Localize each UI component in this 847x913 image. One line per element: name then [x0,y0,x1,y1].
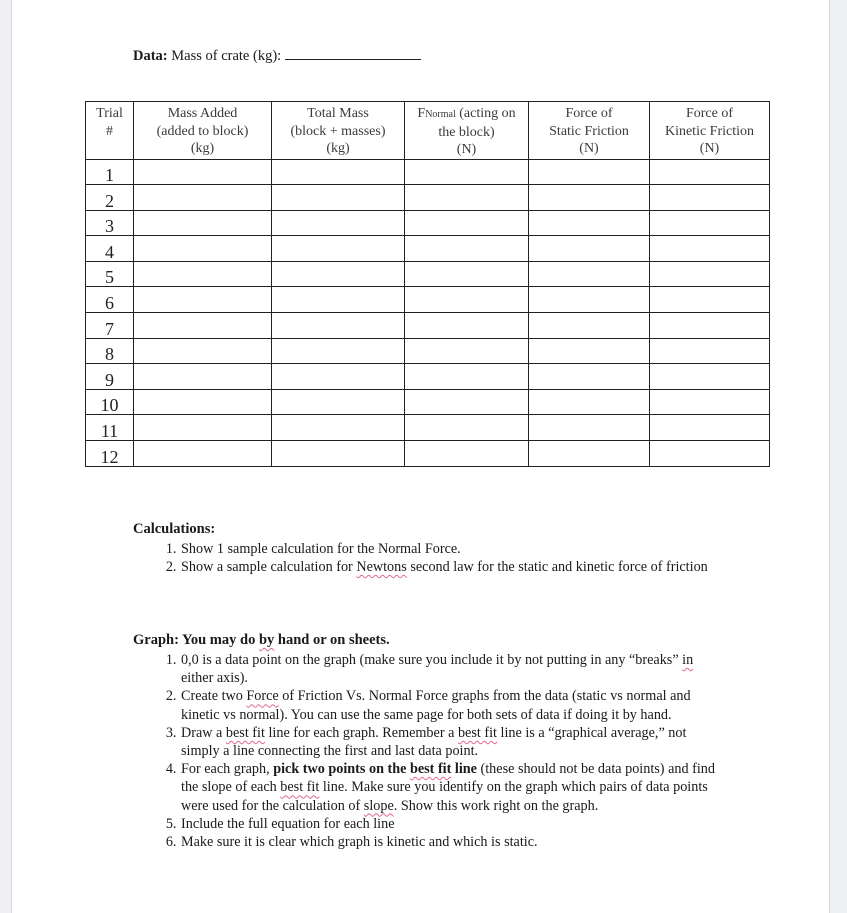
table-cell[interactable] [529,313,650,339]
table-cell[interactable] [529,210,650,236]
list-item: 4. For each graph, pick two points on the best fit line (these should not be data points) and find the slope of each best fit line. Make sure you identify on the graph which pairs of data points were used for the calculation of slope. Show this work right on the graph. [180,760,720,815]
table-row [86,236,770,262]
table-row [86,364,770,390]
table-cell[interactable] [529,389,650,415]
graph-section [133,632,720,851]
table-cell[interactable] [272,210,405,236]
document-page [11,0,830,913]
trial-number: 9 [86,364,134,390]
table-cell[interactable] [405,236,529,262]
col-header-kinetic-friction: Force of Kinetic Friction (N) [650,102,770,160]
list-item: 5. Include the full equation for each line [180,815,720,833]
crate-mass-prompt: Mass of crate (kg): [171,48,282,64]
table-cell[interactable] [272,338,405,364]
table-cell[interactable] [134,415,272,441]
calculations-list [133,540,720,576]
list-item: 1. 0,0 is a data point on the graph (make sure you include it by not putting in any “breaks” in either axis). [180,651,720,687]
table-cell[interactable] [134,338,272,364]
table-cell[interactable] [650,364,770,390]
table-cell[interactable] [405,364,529,390]
table-cell[interactable] [272,389,405,415]
table-cell[interactable] [405,185,529,211]
table-cell[interactable] [529,236,650,262]
table-row [86,159,770,185]
trial-number: 6 [86,287,134,313]
table-cell[interactable] [134,389,272,415]
table-cell[interactable] [272,185,405,211]
table-cell[interactable] [650,185,770,211]
calculations-section [133,521,720,576]
data-table [85,101,770,467]
table-cell[interactable] [529,441,650,467]
table-cell[interactable] [405,261,529,287]
col-header-trial: Trial # [86,102,134,160]
table-cell[interactable] [272,159,405,185]
graph-heading: Graph: You may do by hand or on sheets. [133,632,390,648]
crate-mass-blank[interactable] [285,47,421,60]
table-cell[interactable] [650,236,770,262]
table-cell[interactable] [529,185,650,211]
table-cell[interactable] [134,159,272,185]
table-cell[interactable] [134,313,272,339]
table-cell[interactable] [529,159,650,185]
table-cell[interactable] [134,441,272,467]
calculations-heading: Calculations: [133,521,216,537]
table-cell[interactable] [650,441,770,467]
col-header-static-friction: Force of Static Friction (N) [529,102,650,160]
table-row [86,185,770,211]
graph-list [133,651,720,851]
table-cell[interactable] [529,287,650,313]
table-cell[interactable] [272,287,405,313]
table-cell[interactable] [650,159,770,185]
table-header-row [86,102,770,160]
table-row [86,261,770,287]
table-cell[interactable] [650,313,770,339]
list-item: 3. Draw a best fit line for each graph. Remember a best fit line is a “graphical average,” not simply a line connecting the first and last data point. [180,724,720,760]
table-cell[interactable] [272,364,405,390]
trial-number: 11 [86,415,134,441]
list-item: 1. Show 1 sample calculation for the Normal Force. [180,540,720,558]
list-item: 2. Create two Force of Friction Vs. Normal Force graphs from the data (static vs normal and kinetic vs normal). You can use the same page for both sets of data if doing it by hand. [180,687,720,723]
table-cell[interactable] [650,210,770,236]
table-cell[interactable] [529,338,650,364]
table-cell[interactable] [529,364,650,390]
table-cell[interactable] [134,287,272,313]
table-cell[interactable] [405,287,529,313]
trial-number: 7 [86,313,134,339]
table-row [86,415,770,441]
table-cell[interactable] [134,210,272,236]
trial-number: 10 [86,389,134,415]
table-cell[interactable] [650,261,770,287]
table-cell[interactable] [272,415,405,441]
table-cell[interactable] [529,415,650,441]
col-header-mass-added: Mass Added (added to block) (kg) [134,102,272,160]
table-cell[interactable] [134,236,272,262]
table-row [86,389,770,415]
table-cell[interactable] [272,261,405,287]
trial-number: 12 [86,441,134,467]
table-cell[interactable] [405,159,529,185]
table-cell[interactable] [272,236,405,262]
col-header-total-mass: Total Mass (block + masses) (kg) [272,102,405,160]
table-row [86,210,770,236]
table-cell[interactable] [650,415,770,441]
trial-number: 1 [86,159,134,185]
table-cell[interactable] [272,441,405,467]
table-cell[interactable] [405,441,529,467]
table-cell[interactable] [650,338,770,364]
table-body [86,159,770,466]
table-cell[interactable] [529,261,650,287]
crate-mass-line [133,47,421,65]
table-cell[interactable] [405,210,529,236]
trial-number: 4 [86,236,134,262]
table-cell[interactable] [405,389,529,415]
table-row [86,441,770,467]
table-cell[interactable] [650,287,770,313]
table-row [86,287,770,313]
table-cell[interactable] [650,389,770,415]
trial-number: 2 [86,185,134,211]
table-cell[interactable] [134,364,272,390]
trial-number: 3 [86,210,134,236]
table-row [86,338,770,364]
table-cell[interactable] [134,261,272,287]
data-label: Data: [133,48,168,64]
table-cell[interactable] [134,185,272,211]
trial-number: 5 [86,261,134,287]
table-cell[interactable] [405,313,529,339]
table-cell[interactable] [405,415,529,441]
list-item: 2. Show a sample calculation for Newtons second law for the static and kinetic force of friction [180,558,720,576]
table-cell[interactable] [405,338,529,364]
table-row [86,313,770,339]
table-cell[interactable] [272,313,405,339]
list-item: 6. Make sure it is clear which graph is kinetic and which is static. [180,833,720,851]
col-header-normal-force: FNormal (acting on the block) (N) [405,102,529,160]
trial-number: 8 [86,338,134,364]
